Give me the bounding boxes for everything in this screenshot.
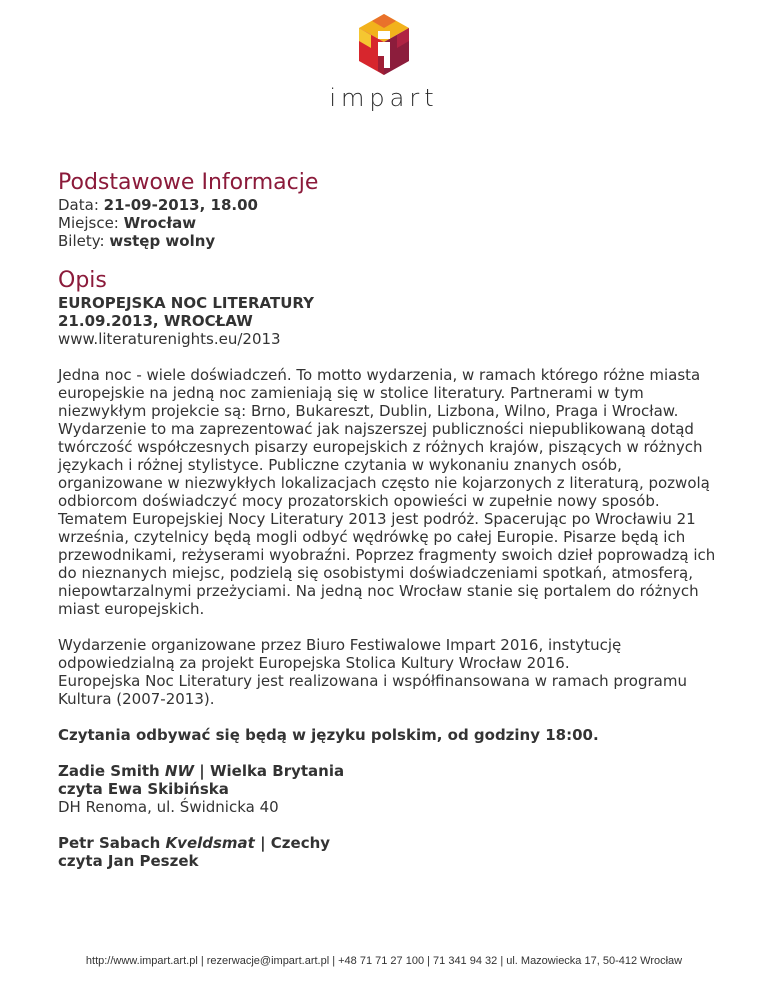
- readings-note: Czytania odbywać się będą w języku polskim, od godziny 18:00.: [58, 726, 599, 744]
- reading-author: Zadie Smith: [58, 762, 165, 780]
- place-label: Miejsce:: [58, 214, 124, 232]
- impart-cube-icon: [353, 12, 415, 78]
- date-line: [58, 196, 718, 214]
- place-line: [58, 214, 718, 232]
- reading-book: NW: [164, 762, 195, 780]
- paragraph-5: Europejska Noc Literatury jest realizowana i współfinansowana w ramach programu Kultura (2007-2013).: [58, 672, 687, 708]
- logo-text: impart: [329, 84, 439, 112]
- paragraph-2: Wydarzenie to ma zaprezentować jak najszerszej publiczności niepublikowaną dotąd twórczość współczesnych pisarzy europejskich z różnych krajów, piszących w różnych językach i różnej stylistyce. Publiczne czytania w wykonaniu znanych osób, organizowane w niezwykłych lokalizacjach często nie kojarzonych z literaturą, pozwolą odbiorcom doświadczyć mocy prozatorskich opowieści w zupełnie nowy sposób.: [58, 420, 710, 510]
- paragraph-1: Jedna noc - wiele doświadczeń. To motto wydarzenia, w ramach którego różne miasta europejskie na jedną noc zamieniają się w stolice literatury. Partnerami w tym niezwykłym projekcie są: Brno, Bukareszt, Dublin, Lizbona, Wilno, Praga i Wrocław.: [58, 366, 701, 420]
- tickets-line: [58, 232, 718, 250]
- date-label: Data:: [58, 196, 104, 214]
- reading-location: DH Renoma, ul. Świdnicka 40: [58, 798, 279, 816]
- reading-entry: [58, 834, 718, 870]
- date-value: 21-09-2013, 18.00: [103, 196, 258, 214]
- paragraph-4: Wydarzenie organizowane przez Biuro Festiwalowe Impart 2016, instytucję odpowiedzialną za projekt Europejska Stolica Kultury Wrocław 2016.: [58, 636, 622, 672]
- reading-book: Kveldsmat: [165, 834, 255, 852]
- reading-author: Petr Sabach: [58, 834, 166, 852]
- reading-entry: [58, 762, 718, 816]
- description-heading: Opis: [58, 268, 107, 293]
- footer-contact: http://www.impart.art.pl | rezerwacje@impart.art.pl | +48 71 71 27 100 | 71 341 94 32 | ul. Mazowiecka 17, 50-412 Wrocław: [85, 955, 683, 967]
- impart-logo: [0, 12, 768, 112]
- reading-reader: czyta Ewa Skibińska: [58, 780, 229, 798]
- event-title: EUROPEJSKA NOC LITERATURY: [58, 294, 314, 312]
- reading-country: | Czechy: [254, 834, 331, 852]
- tickets-label: Bilety:: [58, 232, 110, 250]
- reading-title-line: [58, 762, 718, 780]
- document-content: [58, 170, 718, 870]
- paragraph-3: Tematem Europejskiej Nocy Literatury 2013 jest podróż. Spacerując po Wrocławiu 21 września, czytelnicy będą mogli odbyć wędrówkę po całej Europie. Pisarze będą ich przewodnikami, reżyserami wyobraźni. Poprzez fragmenty swoich dzieł poprowadzą ich do nieznanych miejsc, podzielą się osobistymi doświadczeniami spotkań, atmosferą, niepowtarzalnymi przeżyciami. Na jedną noc Wrocław stanie się portalem do różnych miast europejskich.: [58, 510, 716, 618]
- reading-country: | Wielka Brytania: [194, 762, 345, 780]
- basic-info-heading: Podstawowe Informacje: [58, 170, 319, 195]
- event-url: www.literaturenights.eu/2013: [58, 330, 281, 348]
- reading-reader: czyta Jan Peszek: [58, 852, 199, 870]
- event-date: 21.09.2013, WROCŁAW: [58, 312, 253, 330]
- tickets-value: wstęp wolny: [109, 232, 216, 250]
- place-value: Wrocław: [123, 214, 197, 232]
- reading-title-line: [58, 834, 718, 852]
